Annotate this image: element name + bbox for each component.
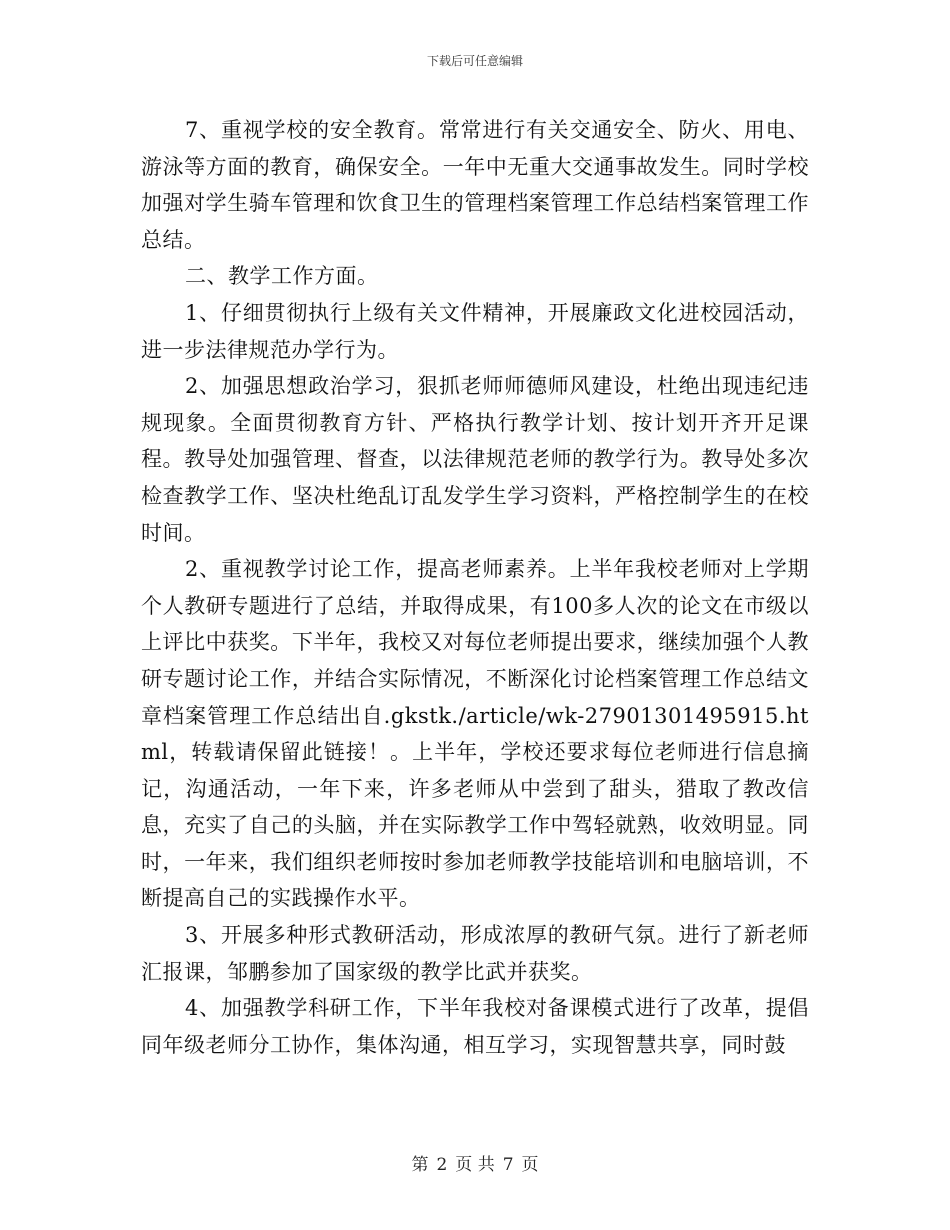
document-body bbox=[141, 112, 809, 1063]
section-heading-teaching: 二、教学工作方面。 bbox=[185, 264, 379, 289]
paragraph-safety-education: 7、重视学校的安全教育。常常进行有关交通安全、防火、用电、游泳等方面的教育，确保安全。一年中无重大交通事故发生。同时学校加强对学生骑车管理和饮食卫生的管理档案管理工作总结档案管理工作总结。 bbox=[141, 118, 809, 252]
page-footer bbox=[0, 1154, 950, 1176]
footer-suffix: 页 bbox=[521, 1155, 539, 1175]
total-pages-number: 7 bbox=[502, 1155, 514, 1175]
current-page-number: 2 bbox=[436, 1155, 448, 1175]
paragraph-scientific-research: 4、加强教学科研工作，下半年我校对备课模式进行了改革，提倡同年级老师分工协作，集体沟通，相互学习，实现智慧共享，同时鼓 bbox=[141, 996, 809, 1057]
paragraph-policy: 1、仔细贯彻执行上级有关文件精神，开展廉政文化进校园活动，进一步法律规范办学行为。 bbox=[141, 300, 809, 362]
paragraph-political-study: 2、加强思想政治学习，狠抓老师师德师风建设，杜绝出现违纪违规现象。全面贯彻教育方针、严格执行教学计划、按计划开齐开足课程。教导处加强管理、督查，以法律规范老师的教学行为。教导处多次检查教学工作、坚决杜绝乱订乱发学生学习资料，严格控制学生的在校时间。 bbox=[141, 374, 809, 545]
footer-prefix: 第 bbox=[411, 1155, 429, 1175]
paragraph-research-activities: 3、开展多种形式教研活动，形成浓厚的教研气氛。进行了新老师汇报课，邹鹏参加了国家级的教学比武并获奖。 bbox=[141, 923, 809, 984]
footer-middle: 页 共 bbox=[455, 1155, 495, 1175]
page-header: 下载后可任意编辑 bbox=[426, 54, 523, 68]
paragraph-teaching-research: 2、重视教学讨论工作，提高老师素养。上半年我校老师对上学期个人教研专题进行了总结，并取得成果，有100多人次的论文在市级以上评比中获奖。下半年，我校又对每位老师提出要求，继续加强个人教研专题讨论工作，并结合实际情况，不断深化讨论档案管理工作总结文章档案管理工作总结出自.gkstk./article/wk-27901301495915.html，转载请保留此链接！。上半年，学校还要求每位老师进行信息摘记，沟通活动，一年下来，许多老师从中尝到了甜头，猎取了教改信息，充实了自己的头脑，并在实际教学工作中驾轻就熟，收效明显。同时，一年来，我们组织老师按时参加老师教学技能培训和电脑培训，不断提高自己的实践操作水平。 bbox=[141, 557, 809, 911]
